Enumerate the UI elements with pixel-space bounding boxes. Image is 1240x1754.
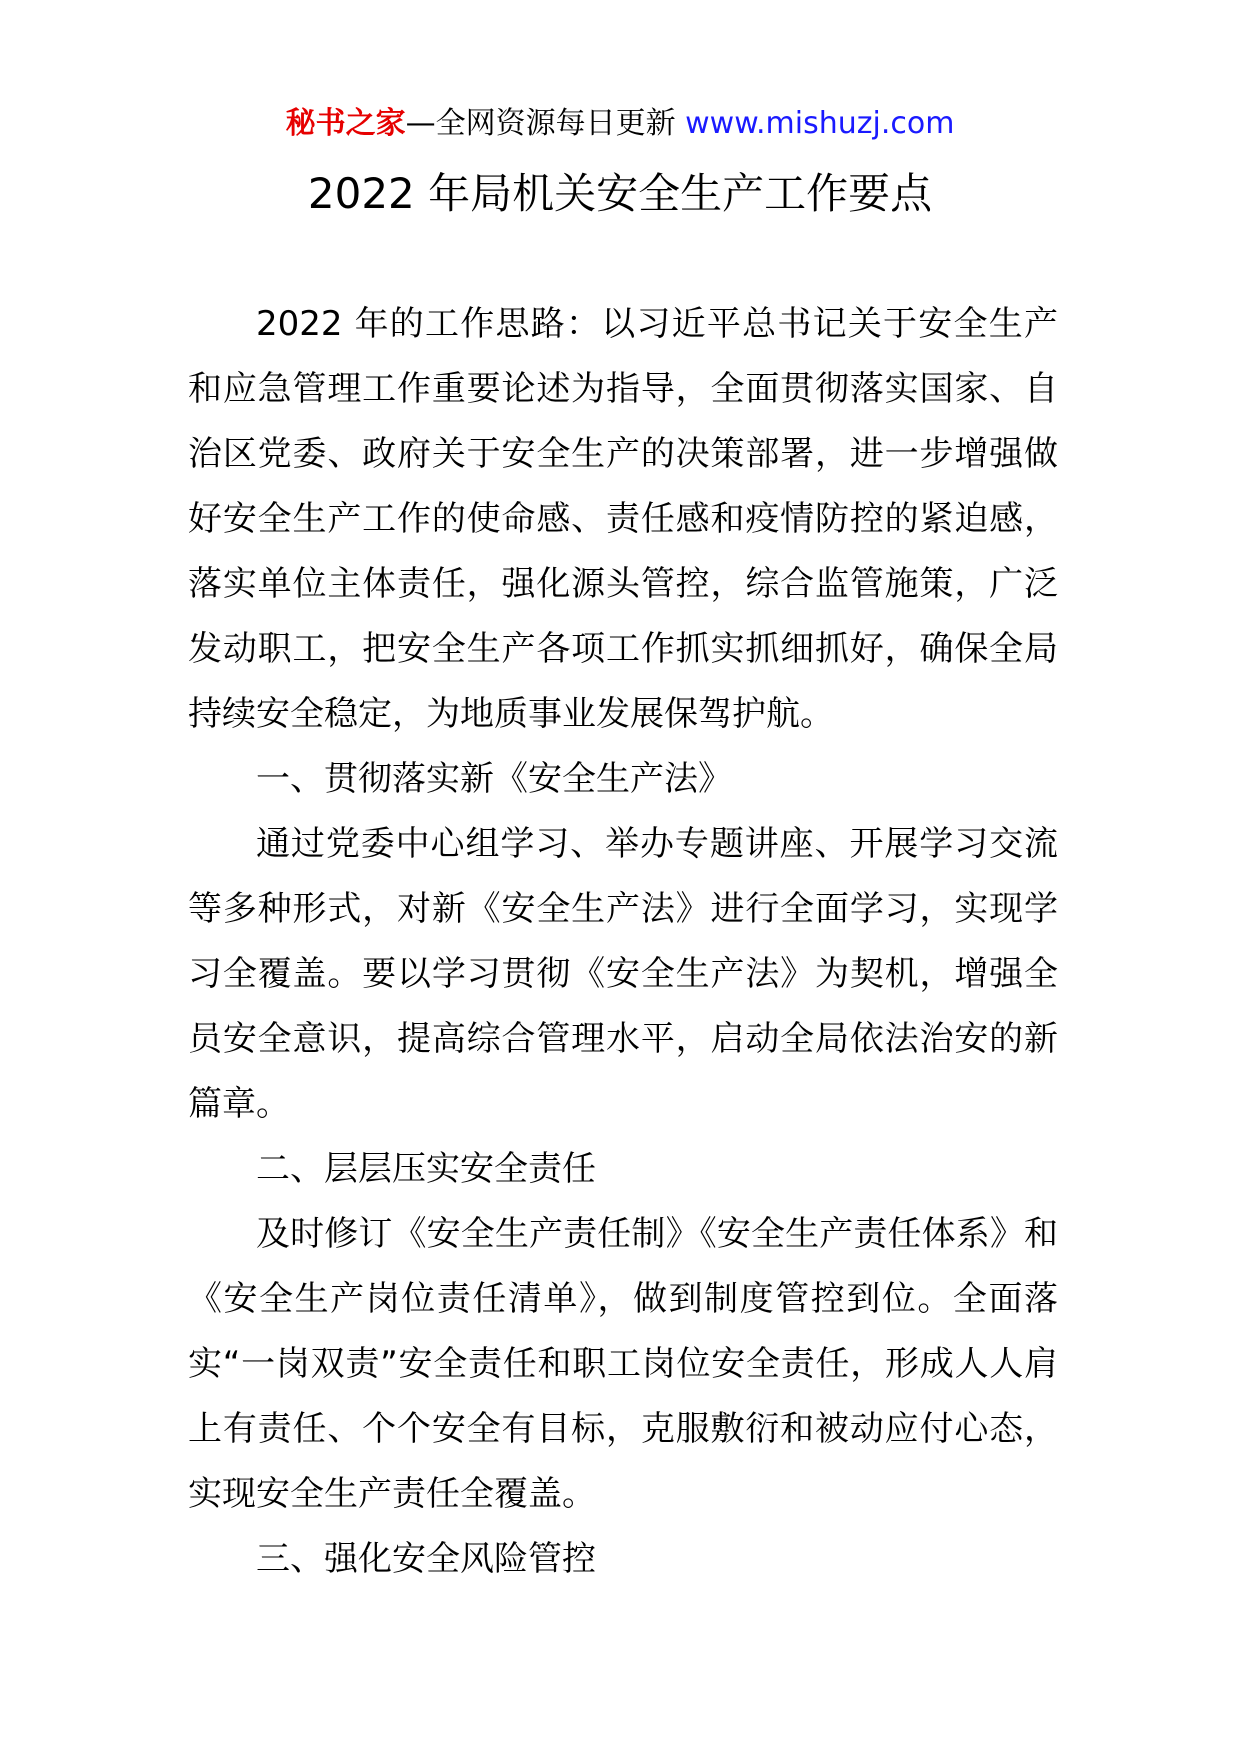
document-title: 2022 年局机关安全生产工作要点: [307, 169, 933, 218]
section-heading-2: 二、层层压实安全责任: [256, 1149, 596, 1189]
section-heading-1: 一、贯彻落实新《安全生产法》: [256, 759, 732, 799]
document-body: [188, 292, 1058, 1592]
header-url-link[interactable]: www.mishuzj.com: [685, 106, 955, 141]
header-tagline: —全网资源每日更新: [405, 106, 676, 141]
page-header: [0, 104, 1240, 144]
paragraph-intro: 2022 年的工作思路：以习近平总书记关于安全生产和应急管理工作重要论述为指导，全面贯彻落实国家、自治区党委、政府关于安全生产的决策部署，进一步增强做好安全生产工作的使命感、责任感和疫情防控的紧迫感，落实单位主体责任，强化源头管控，综合监管施策，广泛发动职工，把安全生产各项工作抓实抓细抓好，确保全局持续安全稳定，为地质事业发展保驾护航。: [188, 304, 1058, 734]
paragraph-section-1: 通过党委中心组学习、举办专题讲座、开展学习交流等多种形式，对新《安全生产法》进行全面学习，实现学习全覆盖。要以学习贯彻《安全生产法》为契机，增强全员安全意识，提高综合管理水平，启动全局依法治安的新篇章。: [188, 824, 1058, 1124]
brand-name: 秘书之家: [285, 106, 406, 141]
section-heading-3: 三、强化安全风险管控: [256, 1539, 596, 1579]
paragraph-section-2: 及时修订《安全生产责任制》《安全生产责任体系》和《安全生产岗位责任清单》，做到制度管控到位。全面落实“一岗双责”安全责任和职工岗位安全责任，形成人人肩上有责任、个个安全有目标，克服敷衍和被动应付心态，实现安全生产责任全覆盖。: [188, 1214, 1058, 1514]
